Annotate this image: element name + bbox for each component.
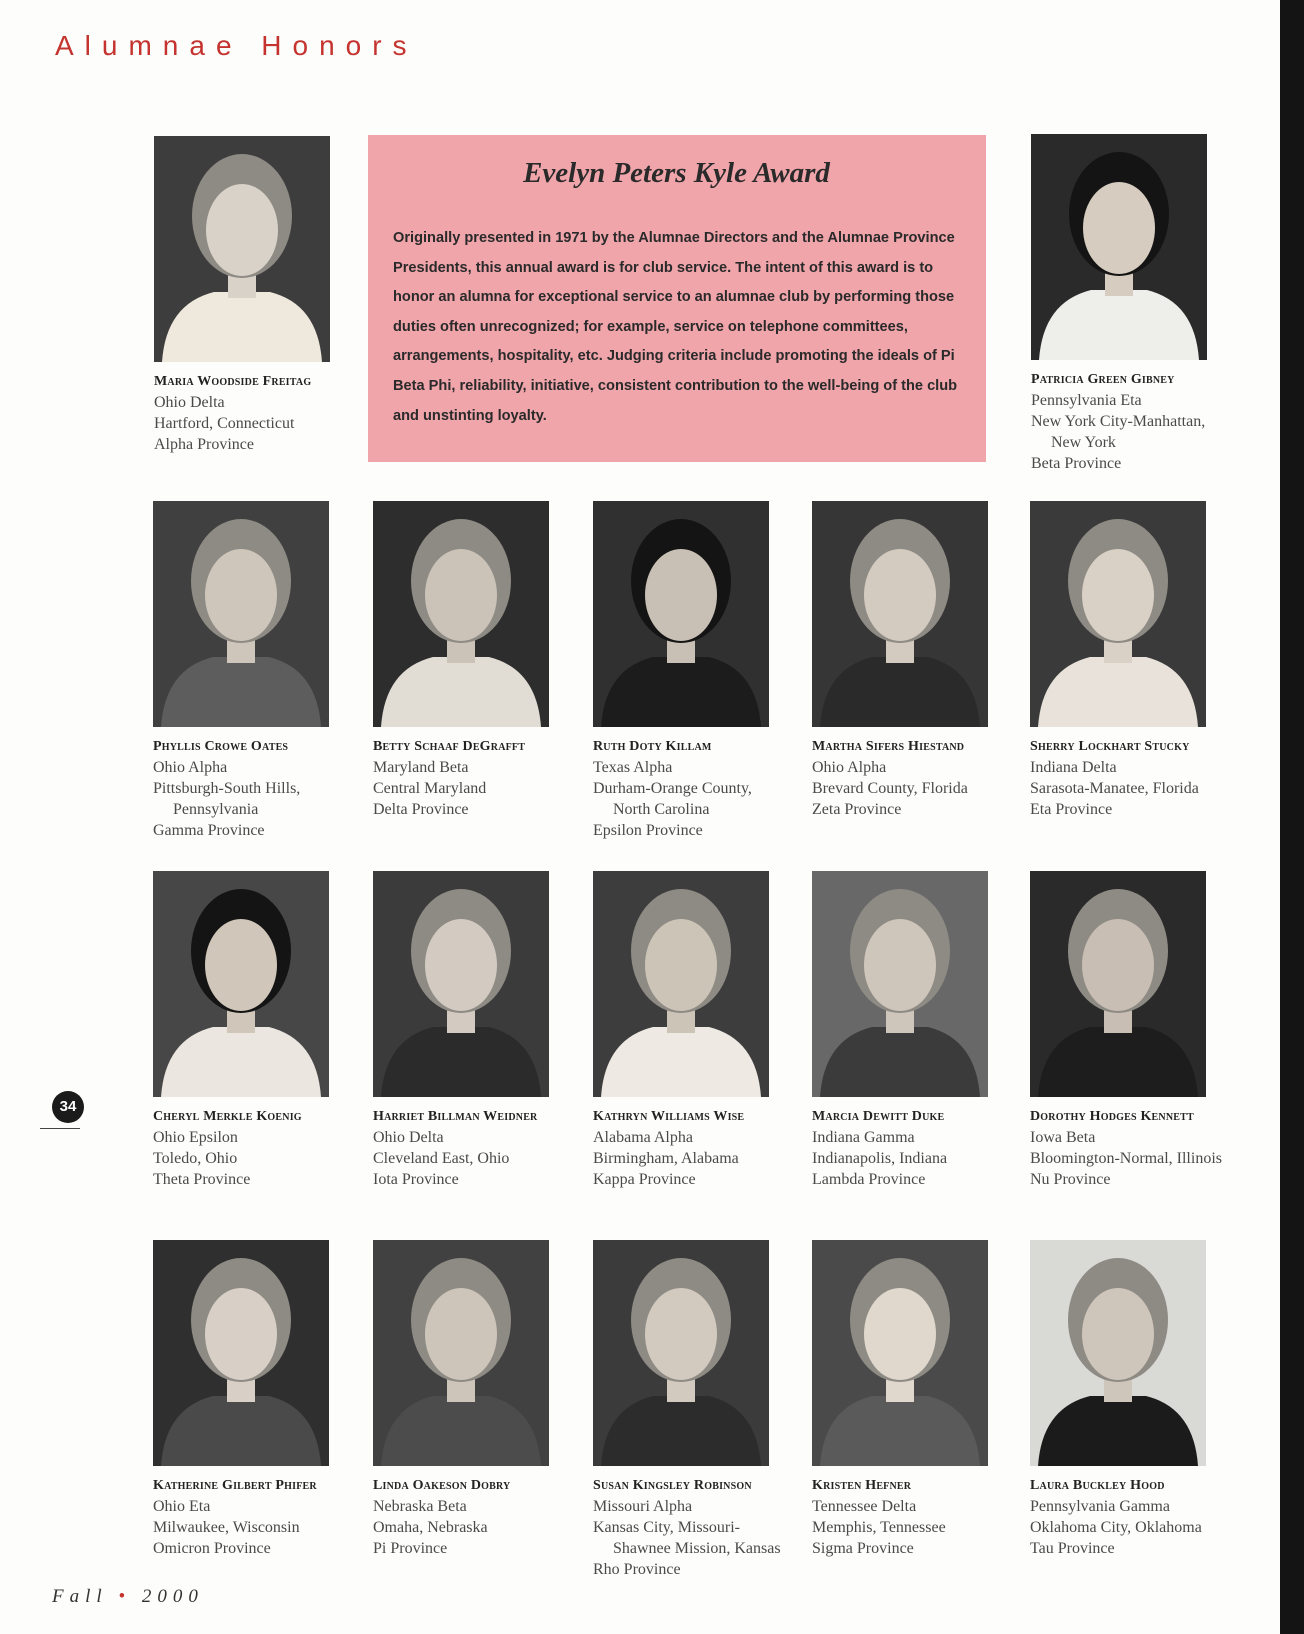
honoree-location: Kansas City, Missouri- — [593, 1519, 740, 1536]
footer-year: 2000 — [141, 1586, 204, 1607]
honoree-province: Epsilon Province — [593, 822, 703, 839]
honoree-province: Tau Province — [1030, 1540, 1115, 1557]
honoree-province: Lambda Province — [812, 1171, 926, 1188]
award-box — [368, 135, 986, 462]
honoree-location: Pennsylvania — [173, 801, 259, 818]
portrait-image — [593, 501, 769, 727]
portrait-image — [593, 871, 769, 1097]
honoree-province: Gamma Province — [153, 822, 265, 839]
honoree-province: Beta Province — [1031, 455, 1122, 472]
portrait-image — [812, 501, 988, 727]
section-title: Alumnae Honors — [55, 30, 418, 61]
page-edge — [1280, 0, 1304, 1634]
honoree-chapter: Indiana Gamma — [812, 1129, 915, 1146]
honoree-chapter: Ohio Alpha — [153, 759, 228, 776]
honoree-caption — [1030, 737, 1230, 820]
honoree-photo — [1030, 1240, 1206, 1466]
honoree-caption — [373, 1476, 573, 1559]
honoree-chapter: Pennsylvania Gamma — [1030, 1498, 1170, 1515]
honoree-name: Susan Kingsley Robinson — [593, 1478, 752, 1493]
portrait-image — [373, 1240, 549, 1466]
honoree-photo — [153, 501, 329, 727]
footer-season: Fall — [52, 1586, 108, 1607]
page-number-rule — [40, 1128, 80, 1129]
honoree-province: Omicron Province — [153, 1540, 271, 1557]
honoree-location: Memphis, Tennessee — [812, 1519, 946, 1536]
honoree-location: Bloomington-Normal, Illinois — [1030, 1150, 1222, 1167]
honoree-photo — [593, 501, 769, 727]
portrait-image — [153, 1240, 329, 1466]
honoree-photo — [1030, 871, 1206, 1097]
honoree-name: Linda Oakeson Dobry — [373, 1478, 511, 1493]
honoree-location: Durham-Orange County, — [593, 780, 752, 797]
honoree-caption — [153, 737, 353, 841]
honoree-location: New York City-Manhattan, — [1031, 413, 1206, 430]
honoree-chapter: Nebraska Beta — [373, 1498, 467, 1515]
honoree-chapter: Ohio Epsilon — [153, 1129, 238, 1146]
page-number-badge: 34 — [52, 1091, 84, 1123]
honoree-name: Martha Sifers Hiestand — [812, 739, 965, 754]
honoree-location: Birmingham, Alabama — [593, 1150, 739, 1167]
honoree-location: New York — [1051, 434, 1116, 451]
honoree-name: Kristen Hefner — [812, 1478, 912, 1493]
portrait-image — [812, 871, 988, 1097]
honoree-chapter: Iowa Beta — [1030, 1129, 1096, 1146]
honoree-chapter: Alabama Alpha — [593, 1129, 693, 1146]
honoree-province: Kappa Province — [593, 1171, 696, 1188]
honoree-name: Patricia Green Gibney — [1031, 372, 1175, 387]
honoree-chapter: Tennessee Delta — [812, 1498, 917, 1515]
honoree-province: Alpha Province — [154, 436, 254, 453]
honoree-location: Central Maryland — [373, 780, 487, 797]
honoree-name: Maria Woodside Freitag — [154, 374, 312, 389]
honoree-caption — [593, 1476, 793, 1580]
honoree-caption — [154, 372, 354, 455]
portrait-image — [153, 871, 329, 1097]
honoree-chapter: Ohio Eta — [153, 1498, 211, 1515]
portrait-image — [1030, 871, 1206, 1097]
honoree-name: Sherry Lockhart Stucky — [1030, 739, 1190, 754]
honoree-location: Shawnee Mission, Kansas — [613, 1540, 781, 1557]
honoree-caption — [1030, 1107, 1230, 1190]
honoree-province: Pi Province — [373, 1540, 448, 1557]
portrait-image — [1031, 134, 1207, 360]
honoree-photo — [373, 1240, 549, 1466]
honoree-photo — [1030, 501, 1206, 727]
honoree-name: Betty Schaaf DeGrafft — [373, 739, 526, 754]
honoree-chapter: Texas Alpha — [593, 759, 673, 776]
honoree-caption — [153, 1107, 353, 1190]
issue-footer — [52, 1586, 204, 1608]
portrait-image — [1030, 501, 1206, 727]
honoree-province: Zeta Province — [812, 801, 902, 818]
honoree-caption — [1030, 1476, 1230, 1559]
honoree-caption — [812, 1107, 1012, 1190]
honoree-location: Milwaukee, Wisconsin — [153, 1519, 300, 1536]
portrait-image — [373, 871, 549, 1097]
honoree-photo — [812, 1240, 988, 1466]
honoree-caption — [1031, 370, 1231, 474]
honoree-province: Eta Province — [1030, 801, 1113, 818]
honoree-province: Delta Province — [373, 801, 469, 818]
honoree-location: Oklahoma City, Oklahoma — [1030, 1519, 1202, 1536]
honoree-caption — [812, 737, 1012, 820]
honoree-chapter: Pennsylvania Eta — [1031, 392, 1142, 409]
honoree-photo — [153, 871, 329, 1097]
honoree-name: Cheryl Merkle Koenig — [153, 1109, 302, 1124]
honoree-photo — [153, 1240, 329, 1466]
honoree-photo — [593, 871, 769, 1097]
honoree-location: Cleveland East, Ohio — [373, 1150, 510, 1167]
honoree-name: Harriet Billman Weidner — [373, 1109, 538, 1124]
honoree-location: Sarasota-Manatee, Florida — [1030, 780, 1199, 797]
honoree-chapter: Ohio Delta — [373, 1129, 444, 1146]
honoree-photo — [593, 1240, 769, 1466]
honoree-location: Pittsburgh-South Hills, — [153, 780, 301, 797]
honoree-caption — [153, 1476, 353, 1559]
honoree-caption — [812, 1476, 1012, 1559]
honoree-chapter: Ohio Delta — [154, 394, 225, 411]
honoree-location: North Carolina — [613, 801, 710, 818]
honoree-chapter: Ohio Alpha — [812, 759, 887, 776]
honoree-caption — [593, 737, 793, 841]
honoree-name: Katherine Gilbert Phifer — [153, 1478, 317, 1493]
honoree-province: Rho Province — [593, 1561, 681, 1578]
honoree-province: Theta Province — [153, 1171, 251, 1188]
honoree-chapter: Indiana Delta — [1030, 759, 1117, 776]
honoree-photo — [812, 871, 988, 1097]
honoree-name: Marcia Dewitt Duke — [812, 1109, 945, 1124]
honoree-caption — [593, 1107, 793, 1190]
footer-separator: • — [118, 1586, 132, 1607]
honoree-photo — [373, 871, 549, 1097]
portrait-image — [1030, 1240, 1206, 1466]
honoree-location: Toledo, Ohio — [153, 1150, 238, 1167]
award-title: Evelyn Peters Kyle Award — [523, 157, 830, 189]
portrait-image — [593, 1240, 769, 1466]
honoree-photo — [812, 501, 988, 727]
honoree-province: Sigma Province — [812, 1540, 914, 1557]
honoree-province: Nu Province — [1030, 1171, 1111, 1188]
honoree-location: Indianapolis, Indiana — [812, 1150, 948, 1167]
honoree-location: Omaha, Nebraska — [373, 1519, 488, 1536]
honoree-photo — [1031, 134, 1207, 360]
honoree-name: Ruth Doty Killam — [593, 739, 712, 754]
honoree-name: Kathryn Williams Wise — [593, 1109, 745, 1124]
portrait-image — [154, 136, 330, 362]
portrait-image — [373, 501, 549, 727]
honoree-province: Iota Province — [373, 1171, 459, 1188]
honoree-photo — [373, 501, 549, 727]
portrait-image — [153, 501, 329, 727]
honoree-caption — [373, 737, 573, 820]
honoree-chapter: Missouri Alpha — [593, 1498, 693, 1515]
honoree-location: Brevard County, Florida — [812, 780, 968, 797]
honoree-chapter: Maryland Beta — [373, 759, 469, 776]
honoree-caption — [373, 1107, 573, 1190]
honoree-name: Dorothy Hodges Kennett — [1030, 1109, 1194, 1124]
award-description: Originally presented in 1971 by the Alumnae Directors and the Alumnae Province Presidents, this annual award is for club service. The intent of this award is to honor an alumna for exceptional service to an alumnae club by performing those duties often unrecognized; for example, service on telephone committees, arrangements, hospitality, etc. Judging criteria include promoting the ideals of Pi Beta Phi, reliability, initiative, consistent contribution to the well-being of the club and unstinting loyalty. — [393, 230, 958, 424]
honoree-name: Phyllis Crowe Oates — [153, 739, 289, 754]
portrait-image — [812, 1240, 988, 1466]
honoree-location: Hartford, Connecticut — [154, 415, 295, 432]
honoree-photo — [154, 136, 330, 362]
honoree-name: Laura Buckley Hood — [1030, 1478, 1165, 1493]
